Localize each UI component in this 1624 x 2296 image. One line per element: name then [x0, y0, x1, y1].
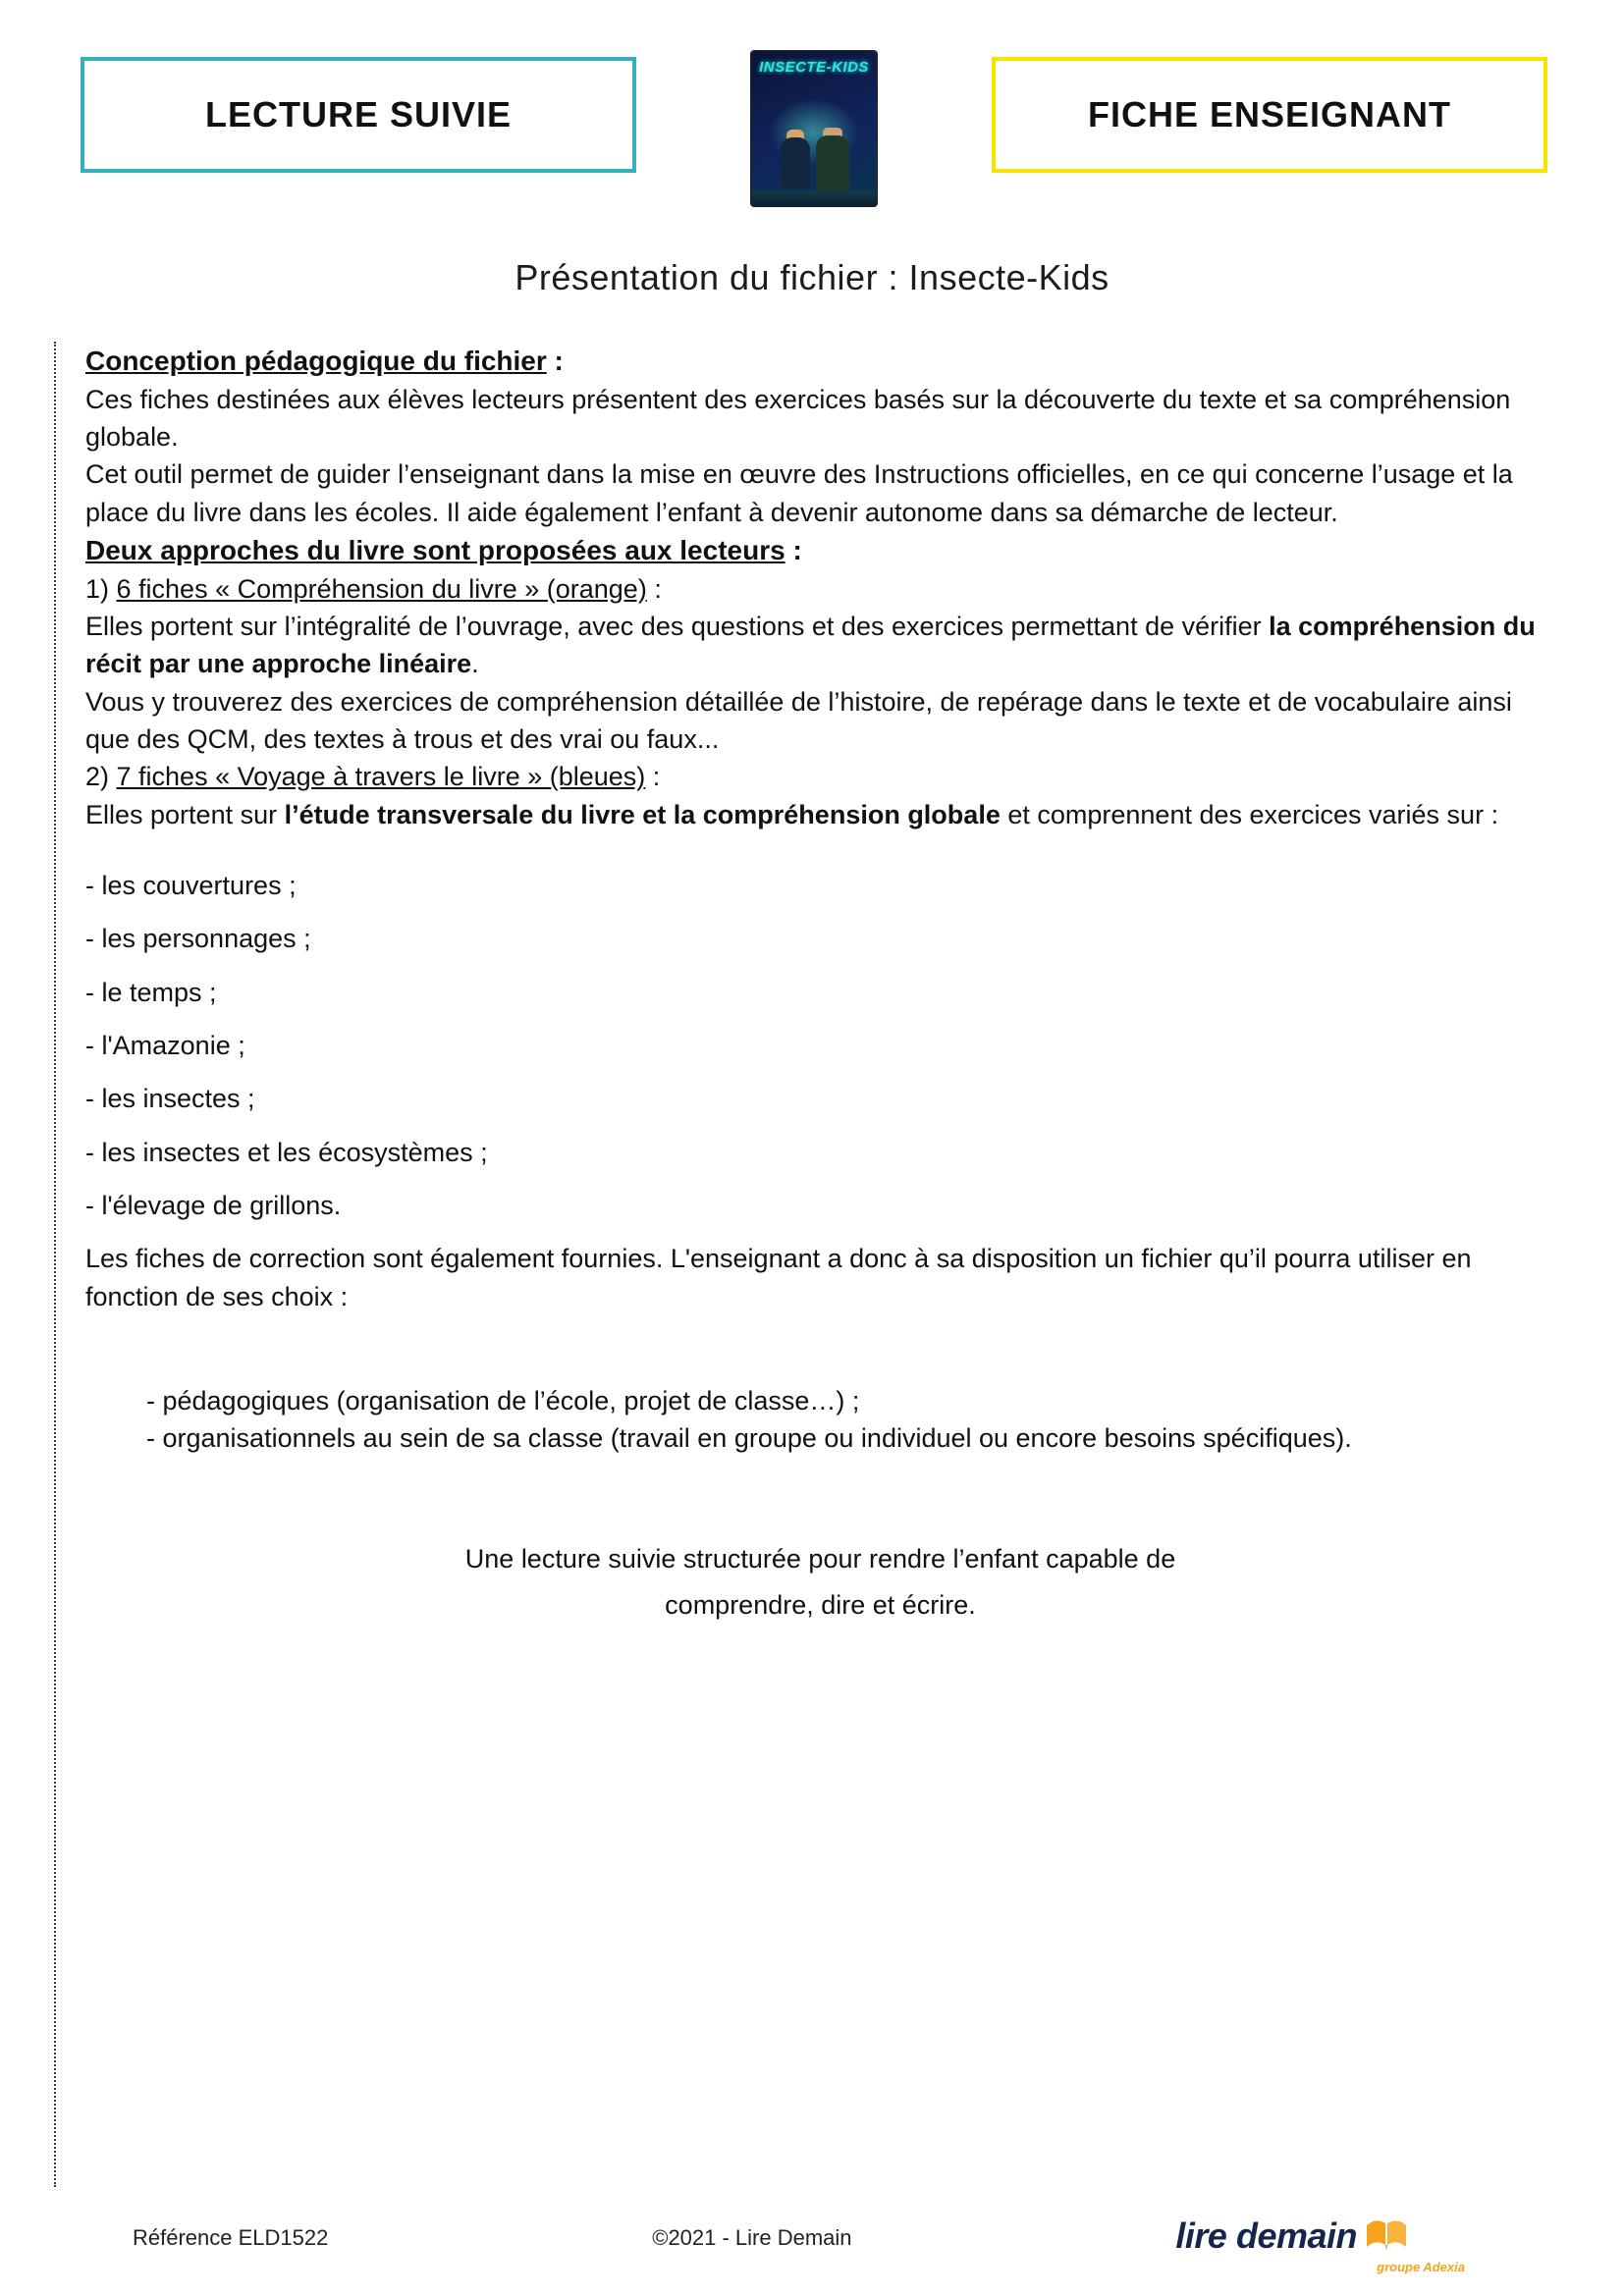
book-cover-title: INSECTE-KIDS — [759, 59, 869, 76]
book-cover-ground-art — [751, 190, 877, 206]
heading-colon: : — [546, 346, 564, 376]
copyright-label: ©2021 - Lire Demain — [652, 2225, 852, 2250]
document-body — [54, 342, 1555, 2187]
fiche-enseignant-box — [992, 57, 1547, 173]
section-heading-approches — [85, 531, 1555, 570]
text-run: Elles portent sur — [85, 799, 285, 829]
item-title: 7 fiches « Voyage à travers le livre » (bleues) — [116, 762, 646, 792]
paragraph-bleues-fiches — [85, 796, 1555, 833]
section-heading-conception — [85, 342, 1555, 381]
list-item: - organisationnels au sein de sa classe (travail en groupe ou individuel ou encore besoins spécifiques). — [146, 1423, 1352, 1454]
book-cover — [751, 51, 877, 206]
reference-label: Référence ELD1522 — [133, 2225, 329, 2250]
text-run: . — [471, 649, 479, 679]
heading-text: Deux approches du livre sont proposées aux lecteurs — [85, 535, 785, 566]
choices-list — [146, 1382, 1555, 1458]
paragraph-intro-2: Cet outil permet de guider l’enseignant dans la mise en œuvre des Instructions officielles, en ce qui concerne l’usage et la place du livre dans les écoles. Il aide également l’enfant à devenir autonome dans sa démarche de lecteur. — [85, 459, 1513, 527]
paragraph-corrections: Les fiches de correction sont également fournies. L'enseignant a donc à sa disposition un fichier qu’il pourra utiliser en fonction de ses choix : — [85, 1244, 1472, 1311]
themes-list — [85, 867, 1555, 1224]
list-item: - l'Amazonie ; — [85, 1031, 245, 1061]
list-item: - les insectes et les écosystèmes ; — [85, 1137, 488, 1167]
list-item: - l'élevage de grillons. — [85, 1191, 342, 1221]
paragraph-intro-1: Ces fiches destinées aux élèves lecteurs présentent des exercices basés sur la découverte du texte et sa compréhension globale. — [85, 384, 1511, 453]
list-item: - le temps ; — [85, 977, 217, 1007]
list-item: - les couvertures ; — [85, 871, 297, 901]
item-2-heading — [85, 758, 1555, 795]
text-run: et comprennent des exercices variés sur : — [1000, 799, 1499, 829]
item-number: 2) — [85, 762, 117, 792]
logo-subtext: groupe Adexia — [1377, 2260, 1465, 2274]
open-book-icon — [1365, 2217, 1408, 2261]
logo-wordmark: lire demain — [1175, 2216, 1357, 2256]
list-item: - les insectes ; — [85, 1084, 255, 1114]
text-run: Elles portent sur l’intégralité de l’ouvrage, avec des questions et des exercices permettant de vérifier — [85, 612, 1270, 642]
list-item: - les personnages ; — [85, 924, 311, 954]
fiche-enseignant-label: FICHE ENSEIGNANT — [1087, 94, 1452, 134]
paragraph-orange-fiches — [85, 608, 1555, 683]
heading-text: Conception pédagogique du fichier — [85, 346, 547, 376]
page-footer — [0, 2216, 1624, 2274]
list-item: - pédagogiques (organisation de l’école, projet de classe…) ; — [146, 1386, 860, 1416]
item-title: 6 fiches « Compréhension du livre » (orange) — [116, 573, 647, 604]
item-number: 1) — [85, 573, 117, 604]
item-colon: : — [645, 762, 661, 792]
bold-text-run: la compréhension du récit par une approche linéaire — [85, 612, 1536, 679]
lire-demain-logo — [1175, 2216, 1465, 2274]
book-cover-character-art — [781, 137, 810, 188]
book-cover-character-art — [816, 135, 849, 192]
lecture-suivie-box — [81, 57, 636, 173]
item-1-heading — [85, 570, 1555, 608]
paragraph-orange-detail: Vous y trouverez des exercices de compréhension détaillée de l’histoire, de repérage dans le texte et de vocabulaire ainsi que des QCM, des textes à trous et des vrai ou faux... — [85, 686, 1512, 755]
lecture-suivie-label: LECTURE SUIVIE — [204, 94, 513, 134]
closing-line-1: Une lecture suivie structurée pour rendre l’enfant capable de — [464, 1543, 1176, 1574]
closing-line-2: comprendre, dire et écrire. — [665, 1589, 976, 1620]
page-header — [0, 0, 1624, 206]
heading-colon: : — [785, 535, 802, 566]
bold-text-run: l’étude transversale du livre et la compréhension globale — [284, 799, 1001, 829]
page-title: Présentation du fichier : Insecte-Kids — [514, 257, 1110, 297]
item-colon: : — [646, 573, 662, 604]
closing-statement — [85, 1536, 1555, 1629]
